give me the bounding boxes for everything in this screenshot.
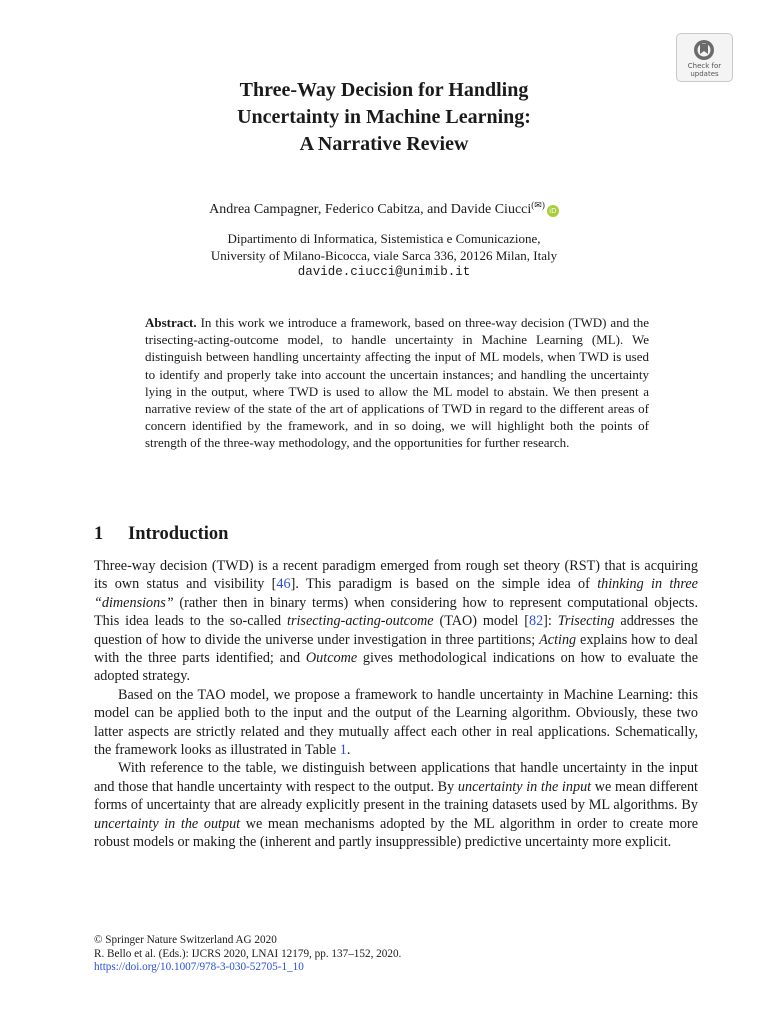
paper-title [84, 77, 684, 158]
orcid-icon[interactable]: iD [547, 205, 559, 217]
check-for-updates-badge[interactable] [676, 33, 733, 82]
abstract-label: Abstract. [145, 315, 197, 330]
paragraph-1: Three-way decision (TWD) is a recent paradigm emerged from rough set theory (RST) that is acquiring its own status and visibility [46]. This paradigm is based on the simple idea of thinking in three “dimensions” (rather then in binary terms) when considering how to represent computational objects. This idea leads to the so-called trisecting-acting-outcome (TAO) model [82]: Trisecting addresses the question of how to divide the universe under investigation in three partitions; Acting explains how to deal with the three parts identified; and Outcome gives methodological indications on how to evaluate the adopted strategy. [94, 558, 699, 685]
section-number: 1 [94, 524, 104, 544]
body-text [94, 557, 698, 852]
copyright-notice: © Springer Nature Switzerland AG 2020 [94, 934, 277, 946]
page-footer [94, 934, 401, 975]
section-title: Introduction [128, 524, 229, 544]
section-heading [94, 524, 228, 545]
citation-link[interactable]: 46 [276, 576, 291, 593]
author-list [84, 196, 684, 219]
corresponding-author-mark: (✉) [531, 200, 545, 210]
bookmark-icon [693, 39, 715, 61]
citation-link[interactable]: 82 [528, 613, 544, 630]
paragraph-2: Based on the TAO model, we propose a framework to handle uncertainty in Machine Learning: this model can be applied both to the input and the output of the Learning algorithm. Obviously, these two latter aspects are strictly related and they mutually affect each other in real applications. Schematically, the framework looks as illustrated in Table 1. [94, 686, 698, 759]
table-link[interactable]: 1 [339, 742, 347, 759]
badge-label: Check for updates [687, 62, 722, 78]
abstract-text: In this work we introduce a framework, based on three-way decision (TWD) and the trisecting-acting-outcome model, to handle uncertainty in Machine Learning (ML). We distinguish between handling uncertainty affecting the input of ML models, when TWD is used to identify and properly take into account the uncertain instances; and handling the uncertainty lying in the output, where TWD is used to allow the ML model to abstain. We then present a narrative review of the state of the art of applications of TWD in regard to the different areas of concern identified by the framework, and in so doing, we will highlight both the points of strength of the three-way methodology, and the opportunities for further research. [145, 315, 650, 451]
title-line-3: A Narrative Review [299, 133, 469, 155]
affiliation-line-1: Dipartimento di Informatica, Sistemistica e Comunicazione, [227, 231, 541, 246]
title-line-1: Three-Way Decision for Handling [239, 79, 529, 101]
affiliation [84, 230, 684, 281]
doi-link[interactable]: https://doi.org/10.1007/978-3-030-52705-1_10 [94, 961, 304, 973]
abstract [145, 314, 649, 452]
author-email[interactable]: davide.ciucci@unimib.it [297, 265, 471, 279]
paragraph-3: With reference to the table, we distinguish between applications that handle uncertainty in the input and those that handle uncertainty with respect to the output. By uncertainty in the input we mean different forms of uncertainty that are already explicitly present in the training datasets used by ML algorithms. By uncertainty in the output we mean mechanisms adopted by the ML algorithm in order to create more robust models or making the (inherent and partly insuppressible) predictive uncertainty more explicit. [94, 760, 698, 851]
title-line-2: Uncertainty in Machine Learning: [237, 106, 531, 128]
affiliation-line-2: University of Milano-Bicocca, viale Sarca 336, 20126 Milan, Italy [210, 248, 558, 263]
author-names: Andrea Campagner, Federico Cabitza, and Davide Ciucci [209, 202, 532, 217]
citation-info: R. Bello et al. (Eds.): IJCRS 2020, LNAI 12179, pp. 137–152, 2020. [94, 947, 402, 960]
